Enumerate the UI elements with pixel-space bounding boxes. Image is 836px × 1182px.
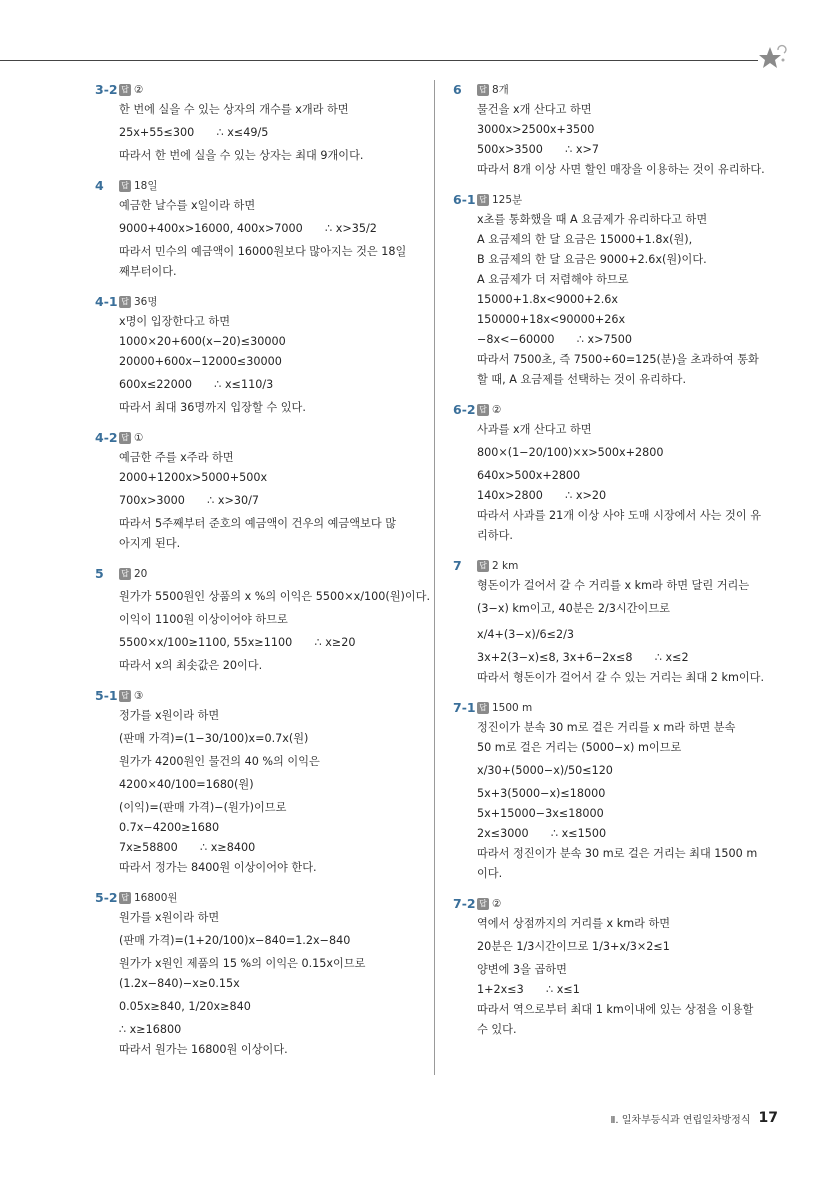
answer-value: ② [134,84,144,96]
solution-line: 예금한 주를 x주라 하면 [119,451,234,464]
problem-block [95,564,435,676]
problem-header [95,686,435,706]
solution-line: 따라서 x의 최솟값은 20이다. [119,659,263,672]
answer-value: 36명 [134,296,158,308]
solution-line: 1+2x≤3 ∴ x≤1 [477,983,580,996]
problem-number: 4 [95,178,104,193]
solution-line: x초를 통화했을 때 A 요금제가 유리하다고 하면 [477,213,708,226]
problem-block [95,80,435,166]
problem-number: 6-1 [453,192,476,207]
problem-header [453,190,793,210]
problem-number: 7-1 [453,700,476,715]
answer-badge-icon: 답 [477,194,489,206]
problem-header [453,894,793,914]
solution-line: 800×(1−20/100)×x>500x+2800 [477,446,664,459]
solution-line: (이익)=(판매 가격)−(원가)이므로 [119,801,287,814]
solution-line: 4200×40/100=1680(원) [119,778,254,791]
answer-value: ① [134,432,144,444]
answer-value: 20 [134,568,148,580]
problem-header [453,698,793,718]
problem-block [453,894,793,1040]
solution-line: 수 있다. [477,1023,517,1036]
answer-value: 1500 m [492,702,533,714]
problem-number: 4-2 [95,430,118,445]
solution-line: x/30+(5000−x)/50≤120 [477,764,613,777]
solution-line: 한 번에 실을 수 있는 상자의 개수를 x개라 하면 [119,103,349,116]
answer-badge-icon: 답 [477,84,489,96]
answer-badge-icon: 답 [477,898,489,910]
problem-header [95,292,435,312]
answer-badge-icon: 답 [119,690,131,702]
solution-line: 3000x>2500x+3500 [477,123,595,136]
solution-line: 0.7x−4200≥1680 [119,821,220,834]
solution-line: 600x≤22000 ∴ x≤110/3 [119,378,274,391]
problem-header [453,400,793,420]
answer-badge-icon: 답 [119,84,131,96]
solution-line: 9000+400x>16000, 400x>7000 ∴ x>35/2 [119,222,377,235]
solution-line: (판매 가격)=(1−30/100)x=0.7x(원) [119,732,309,745]
answer-value: 2 km [492,560,519,572]
problem-header [95,176,435,196]
solution-line: 정진이가 분속 30 m로 걸은 거리를 x m라 하면 분속 [477,721,736,734]
solution-line: 50 m로 걸은 거리는 (5000−x) m이므로 [477,741,682,754]
answer-value: ③ [134,690,144,702]
solution-line: 예금한 날수를 x일이라 하면 [119,199,256,212]
solution-line: A 요금제가 더 저렴해야 하므로 [477,273,629,286]
answer-badge-icon: 답 [119,296,131,308]
problem-block [95,888,435,1060]
problem-block [95,686,435,878]
answer-value: 8개 [492,84,509,96]
solution-line: 5x+3(5000−x)≤18000 [477,787,606,800]
solution-line: 따라서 역으로부터 최대 1 km이내에 있는 상점을 이용할 [477,1003,754,1016]
problem-number: 5-2 [95,890,118,905]
solution-line: 이익이 1100원 이상이어야 하므로 [119,613,288,626]
solution-line: 2000+1200x>5000+500x [119,471,268,484]
solution-line: 150000+18x<90000+26x [477,313,626,326]
solution-line: (1.2x−840)−x≥0.15x [119,977,240,990]
answer-value: 16800원 [134,892,178,904]
solution-line: 640x>500x+2800 [477,469,581,482]
solution-line: 형돈이가 걸어서 갈 수 거리를 x km라 하면 달린 거리는 [477,579,750,592]
solution-line: 할 때, A 요금제를 선택하는 것이 유리하다. [477,373,687,386]
solution-line: 원가가 4200원인 물건의 40 %의 이익은 [119,755,320,768]
page-footer [598,1107,778,1129]
solution-line: 사과를 x개 산다고 하면 [477,423,592,436]
answer-value: 18일 [134,180,158,192]
problem-number: 4-1 [95,294,118,309]
problem-block [453,698,793,884]
answer-badge-icon: 답 [119,180,131,192]
solution-line: 따라서 사과를 21개 이상 사야 도매 시장에서 사는 것이 유 [477,509,761,522]
solution-line: 따라서 최대 36명까지 입장할 수 있다. [119,401,306,414]
answer-badge-icon: 답 [477,404,489,416]
solution-line: 20000+600x−12000≤30000 [119,355,282,368]
problem-number: 3-2 [95,82,118,97]
column-divider [434,80,435,1075]
solution-line: 이다. [477,867,503,880]
solution-line: 700x>3000 ∴ x>30/7 [119,494,259,507]
problem-number: 6-2 [453,402,476,417]
solution-line: B 요금제의 한 달 요금은 9000+2.6x(원)이다. [477,253,707,266]
solution-line: −8x<−60000 ∴ x>7500 [477,333,632,346]
solution-line: 양변에 3을 곱하면 [477,963,567,976]
problem-number: 5 [95,566,104,581]
solution-line: 따라서 8개 이상 사면 할인 매장을 이용하는 것이 유리하다. [477,163,765,176]
solution-line: 리하다. [477,529,513,542]
answer-badge-icon: 답 [119,432,131,444]
solution-line: 따라서 한 번에 실을 수 있는 상자는 최대 9개이다. [119,149,364,162]
solution-line: 물건을 x개 산다고 하면 [477,103,592,116]
star-icon [756,44,788,76]
chapter-title: Ⅱ. 일차부등식과 연립일차방정식 [610,1114,751,1126]
solution-line: 원가가 x원인 제품의 15 %의 이익은 0.15x이므로 [119,957,366,970]
solution-line: 2x≤3000 ∴ x≤1500 [477,827,607,840]
problem-block [453,556,793,688]
solution-line: x/4+(3−x)/6≤2/3 [477,628,574,641]
solution-line: 15000+1.8x<9000+2.6x [477,293,619,306]
answer-value: 125분 [492,194,523,206]
problem-number: 5-1 [95,688,118,703]
solution-line: 5x+15000−3x≤18000 [477,807,604,820]
solution-line: 3x+2(3−x)≤8, 3x+6−2x≤8 ∴ x≤2 [477,651,689,664]
problem-block [453,400,793,546]
solution-line: 1000×20+600(x−20)≤30000 [119,335,286,348]
problem-block [95,428,435,554]
solution-line: 20분은 1/3시간이므로 1/3+x/3×2≤1 [477,940,670,953]
problem-number: 7-2 [453,896,476,911]
answer-badge-icon: 답 [477,702,489,714]
problem-header [453,80,793,100]
problem-header [95,80,435,100]
solution-line: 원가를 x원이라 하면 [119,911,220,924]
solution-line: 아지게 된다. [119,537,181,550]
solution-line: 따라서 원가는 16800원 이상이다. [119,1043,288,1056]
solution-line: (3−x) km이고, 40분은 2/3시간이므로 [477,602,670,615]
solution-line: 따라서 정가는 8400원 이상이어야 한다. [119,861,317,874]
solution-line: 정가를 x원이라 하면 [119,709,220,722]
solution-line: 0.05x≥840, 1/20x≥840 [119,1000,251,1013]
solution-line: 째부터이다. [119,265,177,278]
problem-header [95,564,435,584]
solution-line: 역에서 상점까지의 거리를 x km라 하면 [477,917,671,930]
problem-block [453,190,793,390]
solution-line: 따라서 5주째부터 준호의 예금액이 건우의 예금액보다 많 [119,517,397,530]
solution-line: 따라서 7500초, 즉 7500÷60=125(분)을 초과하여 통화 [477,353,759,366]
problem-number: 7 [453,558,462,573]
solution-line: A 요금제의 한 달 요금은 15000+1.8x(원), [477,233,693,246]
problem-block [453,80,793,180]
solution-line: 따라서 민수의 예금액이 16000원보다 많아지는 것은 18일 [119,245,407,258]
solution-line: ∴ x≥16800 [119,1023,182,1036]
solution-line: 140x>2800 ∴ x>20 [477,489,607,502]
problem-block [95,176,435,282]
solution-line: x명이 입장한다고 하면 [119,315,230,328]
problem-block [95,292,435,418]
solution-line: (판매 가격)=(1+20/100)x−840=1.2x−840 [119,934,351,947]
answer-badge-icon: 답 [119,892,131,904]
problem-number: 6 [453,82,462,97]
top-rule [0,60,758,61]
page-number: 17 [758,1110,778,1126]
problem-header [95,428,435,448]
answer-badge-icon: 답 [119,568,131,580]
solution-line: 500x>3500 ∴ x>7 [477,143,599,156]
answer-value: ② [492,898,502,910]
solution-line: 5500×x/100≥1100, 55x≥1100 ∴ x≥20 [119,636,356,649]
solution-line: 따라서 정진이가 분속 30 m로 걸은 거리는 최대 1500 m [477,847,758,860]
problem-header [453,556,793,576]
solution-line: 원가가 5500원인 상품의 x %의 이익은 5500×x/100(원)이다. [119,590,431,603]
answer-badge-icon: 답 [477,560,489,572]
right-column [453,80,793,1050]
problem-header [95,888,435,908]
solution-line: 따라서 형돈이가 걸어서 갈 수 있는 거리는 최대 2 km이다. [477,671,765,684]
solution-line: 7x≥58800 ∴ x≥8400 [119,841,256,854]
left-column [95,80,435,1070]
answer-value: ② [492,404,502,416]
solution-line: 25x+55≤300 ∴ x≤49/5 [119,126,269,139]
